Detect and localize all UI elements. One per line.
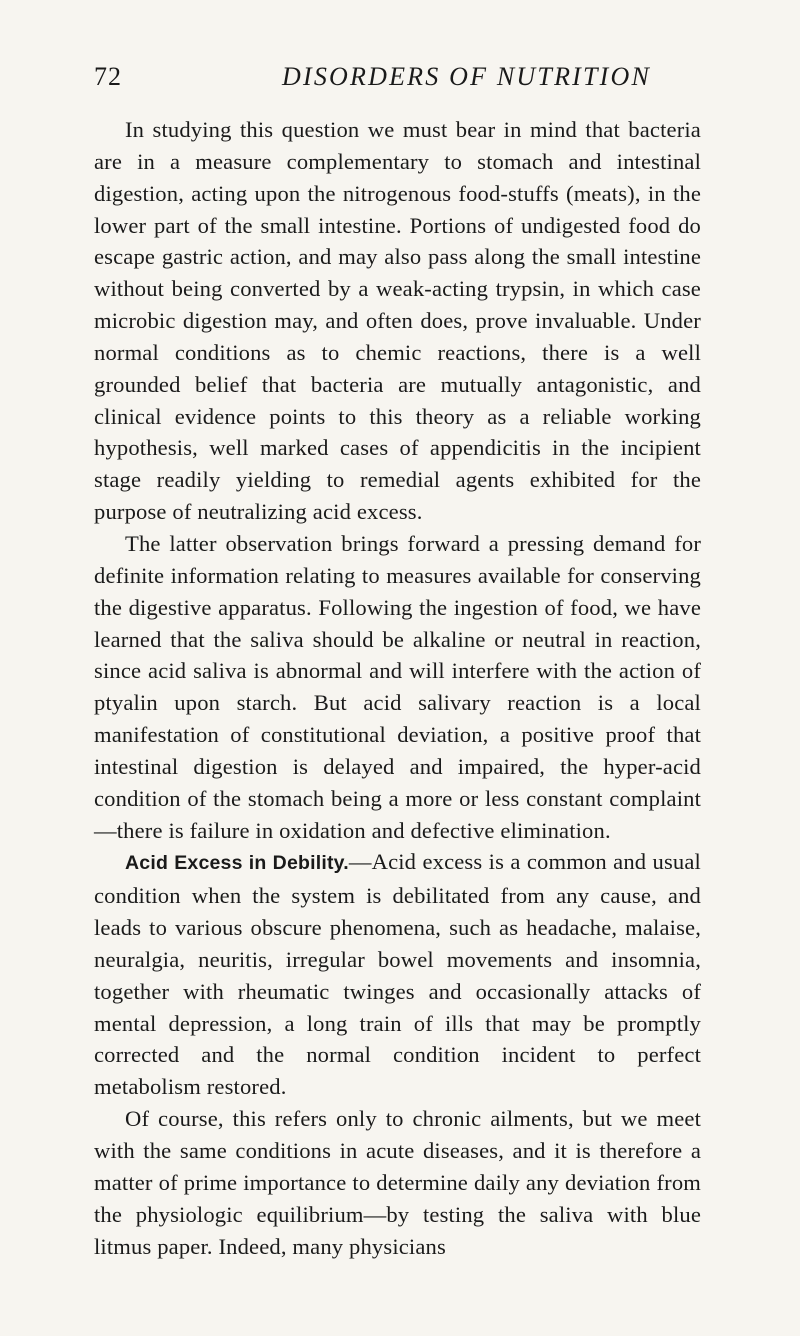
paragraph-text: —Acid excess is a common and usual condition when the system is debilitated from any cause, and leads to various obscure phenomena, such as headache, malaise, neuralgia, neuritis, irregular bowel movements and insomnia, together with rheumatic twinges and occasionally attacks of mental depression, a long train of ills that may be promptly corrected and the normal condition incident to perfect metabolism restored. [94, 849, 701, 1100]
paragraph-bacteria [94, 114, 701, 528]
running-title: DISORDERS OF NUTRITION [282, 62, 652, 91]
running-head [94, 60, 714, 94]
paragraph-text: Of course, this refers only to chronic ailments, but we meet with the same conditions in acute diseases, and it is therefore a matter of prime importance to determine daily any deviation from the physiologic equilibrium—by testing the saliva with blue litmus paper. Indeed, many physicians [94, 1106, 701, 1259]
page-number: 72 [94, 62, 122, 91]
paragraph-text: In studying this question we must bear in mind that bacteria are in a measure complementary to stomach and intestinal digestion, acting upon the nitrogenous food-stuffs (meats), in the lower part of the small intestine. Portions of undigested food do escape gastric action, and may also pass along the small intestine without being converted by a weak-acting trypsin, in which case microbic digestion may, and often does, prove invaluable. Under normal conditions as to chemic reactions, there is a well grounded belief that bacteria are mutually antagonistic, and clinical evidence points to this theory as a reliable working hypothesis, well marked cases of appendicitis in the incipient stage readily yielding to remedial agents exhibited for the purpose of neutralizing acid excess. [94, 117, 701, 525]
paragraph-acid-excess [94, 846, 701, 1103]
paragraph-text: The latter observation brings forward a pressing demand for definite information relating to measures available for conserving the digestive apparatus. Following the ingestion of food, we have learned that the saliva should be alkaline or neutral in reaction, since acid saliva is abnormal and will interfere with the action of ptyalin upon starch. But acid salivary reaction is a local manifestation of constitutional deviation, a positive proof that intestinal digestion is delayed and impaired, the hyper-acid condition of the stomach being a more or less constant complaint—there is failure in oxidation and defective elimination. [94, 530, 701, 843]
section-heading: Acid Excess in Debility. [125, 852, 349, 875]
paragraph-of-course [94, 1103, 701, 1262]
body-text [94, 114, 701, 1262]
paragraph-latter-observation [94, 528, 701, 846]
